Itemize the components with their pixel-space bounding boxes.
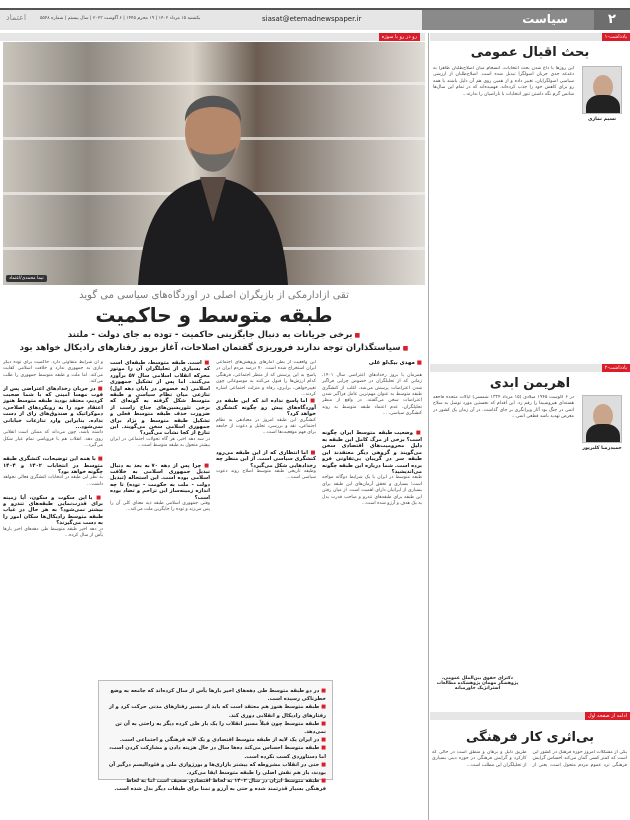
interview-photo <box>3 42 425 285</box>
article-column <box>110 360 210 670</box>
author-credentials: دکترای حقوق بین‌الملل عمومی، پژوهشگر مهمان پژوهشکده مطالعات استراتژیک خاورمیانه <box>436 676 519 691</box>
question: ■ در جریان رخدادهای اعتراضی پس از فوت مهسا امینی که با شما صحبت کردیم، معتقد بودید طبقه متوسط هنوز اعتقاد خود را به رویکردهای اصلاحی، دموکراتیک و صندوق‌های رای از دست نداده. بنابراین وارد تنازعات خیابانی نمی‌شود... <box>3 386 103 431</box>
question: ■ با همه این توضیحات، کنشگری طبقه متوسط در انتخابات ۱۴۰۲ و ۱۴۰۴ چگونه خواهد بود؟ <box>3 456 103 475</box>
column-text: و آن شرایط متفاوتی دارد. حاکمیت برای توده دیگر نیازی به جمهوری ندارد و خلافت اسلامی کفایت می‌کند. اما ملت و طبقه متوسط جمهوری را طلب می‌کند. <box>3 360 103 385</box>
article-text: یکی از مشکلات امروز حوزه فرهنگ در کشور این است که کمتر کسی گمان می‌کند احساس گرایش فرهنگی نزد عموم مردم متحول است، یعنی از طریق دلیل و برهان و منطق است در حالی که کارکرد و گرایش فرهنگی در حوزه دینی بسیاری از تحلیلگران این مطلب است... <box>432 750 627 768</box>
highlight-item: ■ طبقه متوسط احساس می‌کند ده‌ها سال در حال هزینه دادن و مشارکت کردن است، اما دستاوردی کسب نکرده است. <box>105 744 326 760</box>
question: ■ وضعیت طبقه متوسط ایران چگونه است؟ برخی از مرگ کامل این طبقه به دلیل محرومیت‌های اقتصادی سخن می‌گویند و گروهی دیگر معتقدند این طبقه سر در گریبان بی‌تفاوتی فرو برده است. شما درباره این طبقه چگونه می‌اندیشید؟ <box>322 430 422 475</box>
author-photo <box>582 395 622 443</box>
interviewee-figure <box>128 62 298 285</box>
newspaper-logo: اعتماد <box>6 13 27 22</box>
column-text: همزمان با بروز رخدادهای اعتراضی سال ۱۴۰۱، زمانی که از تحلیلگران در خصوص چرایی فراگیر شدن اعتراضات پرسش می‌شد، اغلب از کنشگری طبقه متوسط به عنوان مهم‌ترین عامل فراگیر شدن اعتراضات سخن می‌گفتند. در واقع از منظر تحلیلگران، عدم اعتماد طبقه متوسط به روند کنشگری سیاسی، ... <box>322 372 422 417</box>
author-name: نسیم نمازی <box>587 117 617 122</box>
highlight-item: ■ حتی در انقلاب مشروطه که بیشتر بازاری‌ها و بورژوازی ملی و فئودالیسم درگیر آن بودند، باز هم نقش اصلی را طبقه متوسط ایفا می‌کرد. <box>105 761 326 777</box>
article-column <box>3 360 103 815</box>
label-bar <box>430 364 630 372</box>
question: ■ اما پاسخ نداده اند که این طبقه در آوردگاه‌های پیش رو چگونه کنشگری خواهد کرد؟ <box>216 398 316 417</box>
article-headline: طبقه متوسط و حاکمیت <box>95 303 333 327</box>
photo-credit: نیما محمدی/اعتماد <box>6 275 47 282</box>
answer: در سه دهه اخیر، هر گاه تحولات اجتماعی در ایران بیشتر متحول به طبقه متوسط است... <box>110 436 210 449</box>
article-subheadline: ■ سیاستگذاران توجه ندارند فروریزی گفتمان اصلاحات، آغاز بروز رفتارهای رادیکال خواهد بود <box>0 343 428 353</box>
highlight-item: ■ در دو طبقه متوسط طی دهه‌های اخیر بارها یأس از سال کرده‌اند که جامعه به وضع خطرناکی رسیده است. <box>105 687 326 703</box>
note1-label: یادداشت-۱ <box>602 33 630 41</box>
article-text: این روزها با داغ شدن بحث انتخابات، انسجام میان اصلاح‌طلبان ظاهراً به دغدغه جدی جریان اصولگرا تبدیل شده است. اصلاح‌طلبان از ارزشی سیاسی اصولگرایان، تغییر داده و از همین روی هم آن دلیل باشند با همه رو برای کاهش خود را جذب کرده‌اند. فهمیده‌اند که در تمام این سال‌ها شانس گرم نگه داشتن تنور انتخابات با ناراضیان را ندارند... <box>433 66 574 97</box>
section-banner <box>422 10 630 30</box>
section-name: سیاست <box>522 12 568 26</box>
side-article-text <box>432 750 627 818</box>
article-column <box>322 360 422 670</box>
answer: کنشگری این طبقه امروز در معنادهی به نظام اجتماعی، نقد و بررسی، تحلیل و دعوت از جامعه برای فهم موقعیت‌ها است... <box>216 417 316 436</box>
question: ■ با این سکوت و سکون، آیا زمینه برای قدرت‌نمایی طبقه‌های تندرو و بیشتر نمی‌شود؟ به هر حال در غیاب طبقه متوسط رادیکال‌ها سکان امور را به دست می‌گیرند؟ <box>3 495 103 527</box>
page-number: ۲ <box>594 10 630 30</box>
continued-label: ادامه از صفحه اول <box>585 712 630 720</box>
column-divider <box>428 33 429 820</box>
answer: به نظر این طبقه در انتخابات کنشگری فعالی نخواهد داشت... <box>3 475 103 487</box>
date-line: یکشنبه ۱۵ مرداد ۱۴۰۲ | ۱۹ محرم ۱۴۴۵ | ۶ آگوست ۲۰۲۳ | سال بیستم | شماره ۵۵۴۸ <box>40 16 201 21</box>
side-article-text <box>433 395 574 670</box>
label-bar <box>430 712 630 720</box>
highlight-item: ■ طبقه متوسط چون قبلاً مسیر انقلاب را یک بار طی کرده دیگر به راحتی به آن تن نمی‌دهد. <box>105 720 326 736</box>
article-column <box>216 360 316 670</box>
label-bar <box>430 33 630 41</box>
answer: داشته باشد، چون می‌داند که ممکن است انقلابی روی دهد. انقلاب هم با فروپاشی تمام عیار شکل می‌گیرد... <box>3 430 103 449</box>
answer: وقتی جمهوری اسلامی طبقه ذیه معنای کلی آن را پس می‌زند و توده را جایگزین ملت می‌کند... <box>110 500 210 513</box>
article-kicker: تقی ازادارمکی از بازیگران اصلی در اوردگاه‌های سیاسی می گوید <box>79 290 349 301</box>
article-text: در ۶ آگوست ۱۹۴۵ میلادی (۱۵ مرداد ۱۳۲۴ شمسی) ایالات متحده فاجعه هسته‌ای هیروشیما را رقم زد. این اقدام که نخستین مورد توسل به سلاح اتمی در جنگ بود آثار ویرانگری بر جای گذاشت. در آن زمان یک کشور در معرض تهدید باشد قطعی اتمی... <box>433 395 574 420</box>
question: ■ چرا پس از دهه ۷۰ به بعد به دنبال تبدیل جمهوری اسلامی به خلافت اسلامی بوده است. این استحاله (تبدیل دولت - ملت به حکومت - توده) تا چه اندازه زمینه‌ساز این تراحم و تضاد بوده است؟ <box>110 463 210 501</box>
article-subheadline: ■ برخی جریانات به دنبال جایگزینی حاکمیت - توده به جای دولت - ملتند <box>0 330 428 340</box>
side-article-text <box>433 66 574 356</box>
answer: در دهه اخیر طبقه متوسط طی دهه‌های اخیر بارها یأس از سال کرده... <box>3 526 103 538</box>
author-name: حمیدرضا کلبرپور <box>582 446 622 451</box>
byline: ■ مهدی بیگ‌لو غلی <box>322 360 422 366</box>
highlight-item: ■ در ایران یک لایه از طبقه متوسط اقتصادی و یک لایه فرهنگی و اجتماعی است. <box>105 736 326 744</box>
column-text: این واقعیت از بطن آمارهای پژوهش‌های اجتماعی ایران استخراج شده است. ۷۰ درصد مردم ایران در پاسخ به این پرسش که از منظر اجتماعی، فرهنگی کدام ارزش‌ها را قبول می‌کنند به موضوعاتی چون تغییرخواهی، برابری، رفاه و منزلت اجتماعی اشاره کردند... <box>216 360 316 398</box>
answer: وظیفه تاریخی طبقه متوسط اصلاح روند دعوت سیاسی است... <box>216 468 316 481</box>
section-email[interactable]: siasat@etemadnewspaper.ir <box>262 15 362 23</box>
author-photo <box>582 66 622 114</box>
side-article-title: اهریمن ابدی <box>489 376 571 391</box>
answer: طبقه متوسط در ایران با یک شرایط دوگانه مواجه است؛ بسیاری و تحقق آرمان‌های این طبقه برای بسیاری از ایرانیان دارای اهمیت است. از میان رفتن این طبقه برای طبقه‌های تندرو و صاحب قدرت بدل به یک هدف و آرزو شده است... <box>322 475 422 506</box>
side-article-title: بحث اقبال عمومی <box>470 45 590 60</box>
question: ■ اما انتظاری که از این طبقه می‌رود کنشگری سیاسی است. از این منظر چه رخدادهایی شکل می‌گیرد؟ <box>216 450 316 469</box>
question: ■ است. طبقه متوسط، طبقه‌ای است که بسیاری از تحلیلگران آن را موتور محرکه انقلاب اسلامی سال ۵۷ برآورد می‌کنند. اما پس از تشکیل جمهوری اسلامی (به خصوص در پایان دهه اول) تنازعی میان نظام سیاسی و طبقه متوسط شکل گرفته به گونه‌ای که برخی تئوریسین‌های جناح راست از ضرورت حذف طبقه متوسط فعلی و تشکیل طبقه متوسط و نژاد برای جمهوری اسلامی سخن می‌گویند. این تنازع از کجا نشأت می‌گیرد؟ <box>110 360 210 437</box>
side-article-title: بی‌اثری کار فرهنگی <box>466 730 594 745</box>
highlights-box <box>98 680 333 793</box>
highlight-item: ■ طبقه متوسط ایران در سال ۱۴۰۲ به لحاظ اقتصادی ضعیف است اما به لحاظ فرهنگی بسیار قدرتمند شده و حتی به آرزو و تمنا برای طبقات دیگر بدل شده است. <box>105 777 326 793</box>
interview-label: رو در رو با سوژه <box>379 33 420 41</box>
label-bar <box>0 33 425 41</box>
page-header <box>0 8 630 30</box>
note2-label: یادداشت-۲ <box>602 364 630 372</box>
highlight-item: ■ طبقه متوسط هنوز هم معتقد است که باید از مسیر رفتارهای مدنی حرکت کرد و از رفتارهای رادیکال و انقلابی دوری کند. <box>105 703 326 719</box>
